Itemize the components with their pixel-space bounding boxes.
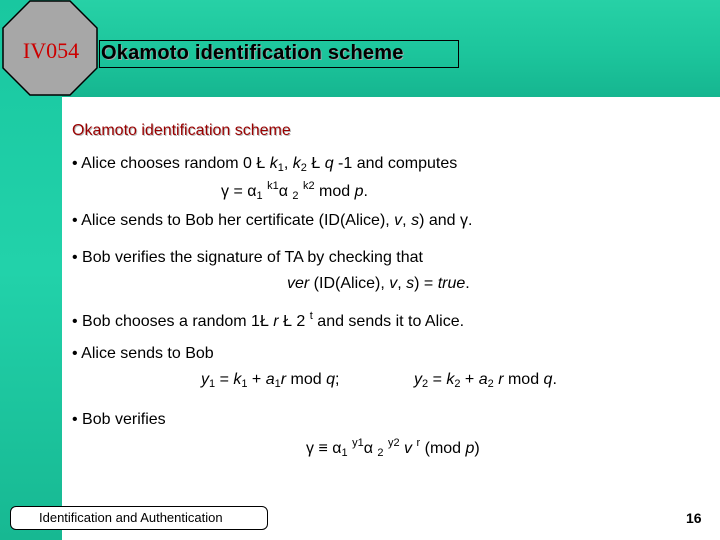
formula-y2: $y_2 = k_2 + a_2$ r mod q. [414,371,557,390]
formula-ver-true: ver (ID(Alice), v, s) = true. [287,275,470,292]
bullet-alice-sends-responses: • Alice sends to Bob [72,345,214,362]
bullet-bob-verifies: • Bob verifies [72,411,166,428]
formula-gamma-commitment: $\gamma = \alpha_1$ $^{k1}$α $_2$ $^{k2}$ mod p. [221,180,368,202]
bullet-bob-chooses-random: • Bob chooses a random 1Ł r Ł 2 $^t$ and sends it to Alice. [72,310,465,330]
formula-verification: $\gamma \equiv \alpha_1$ $^{y1}$α $_2$ $^{y2}$ v $^r$ (mod p) [306,437,480,459]
footer-label: Identification and Authentication [10,506,268,530]
course-code-badge: IV054 [22,38,80,63]
slide-title: Okamoto identification scheme [99,40,459,68]
formula-y1: $y_1 = k_1 + a_1r$ mod q; [201,371,340,390]
bullet-alice-sends-certificate: • Alice sends to Bob her certificate (ID(Alice), v, s) and γ. [72,212,473,229]
page-number: 16 [686,510,702,526]
bullet-alice-chooses: • Alice chooses random 0 Ł $k_1$, $k_2$ Ł q -1 and computes [72,155,458,174]
bullet-bob-verifies-signature: • Bob verifies the signature of TA by checking that [72,249,423,266]
section-subheading: Okamoto identification scheme [72,122,291,139]
